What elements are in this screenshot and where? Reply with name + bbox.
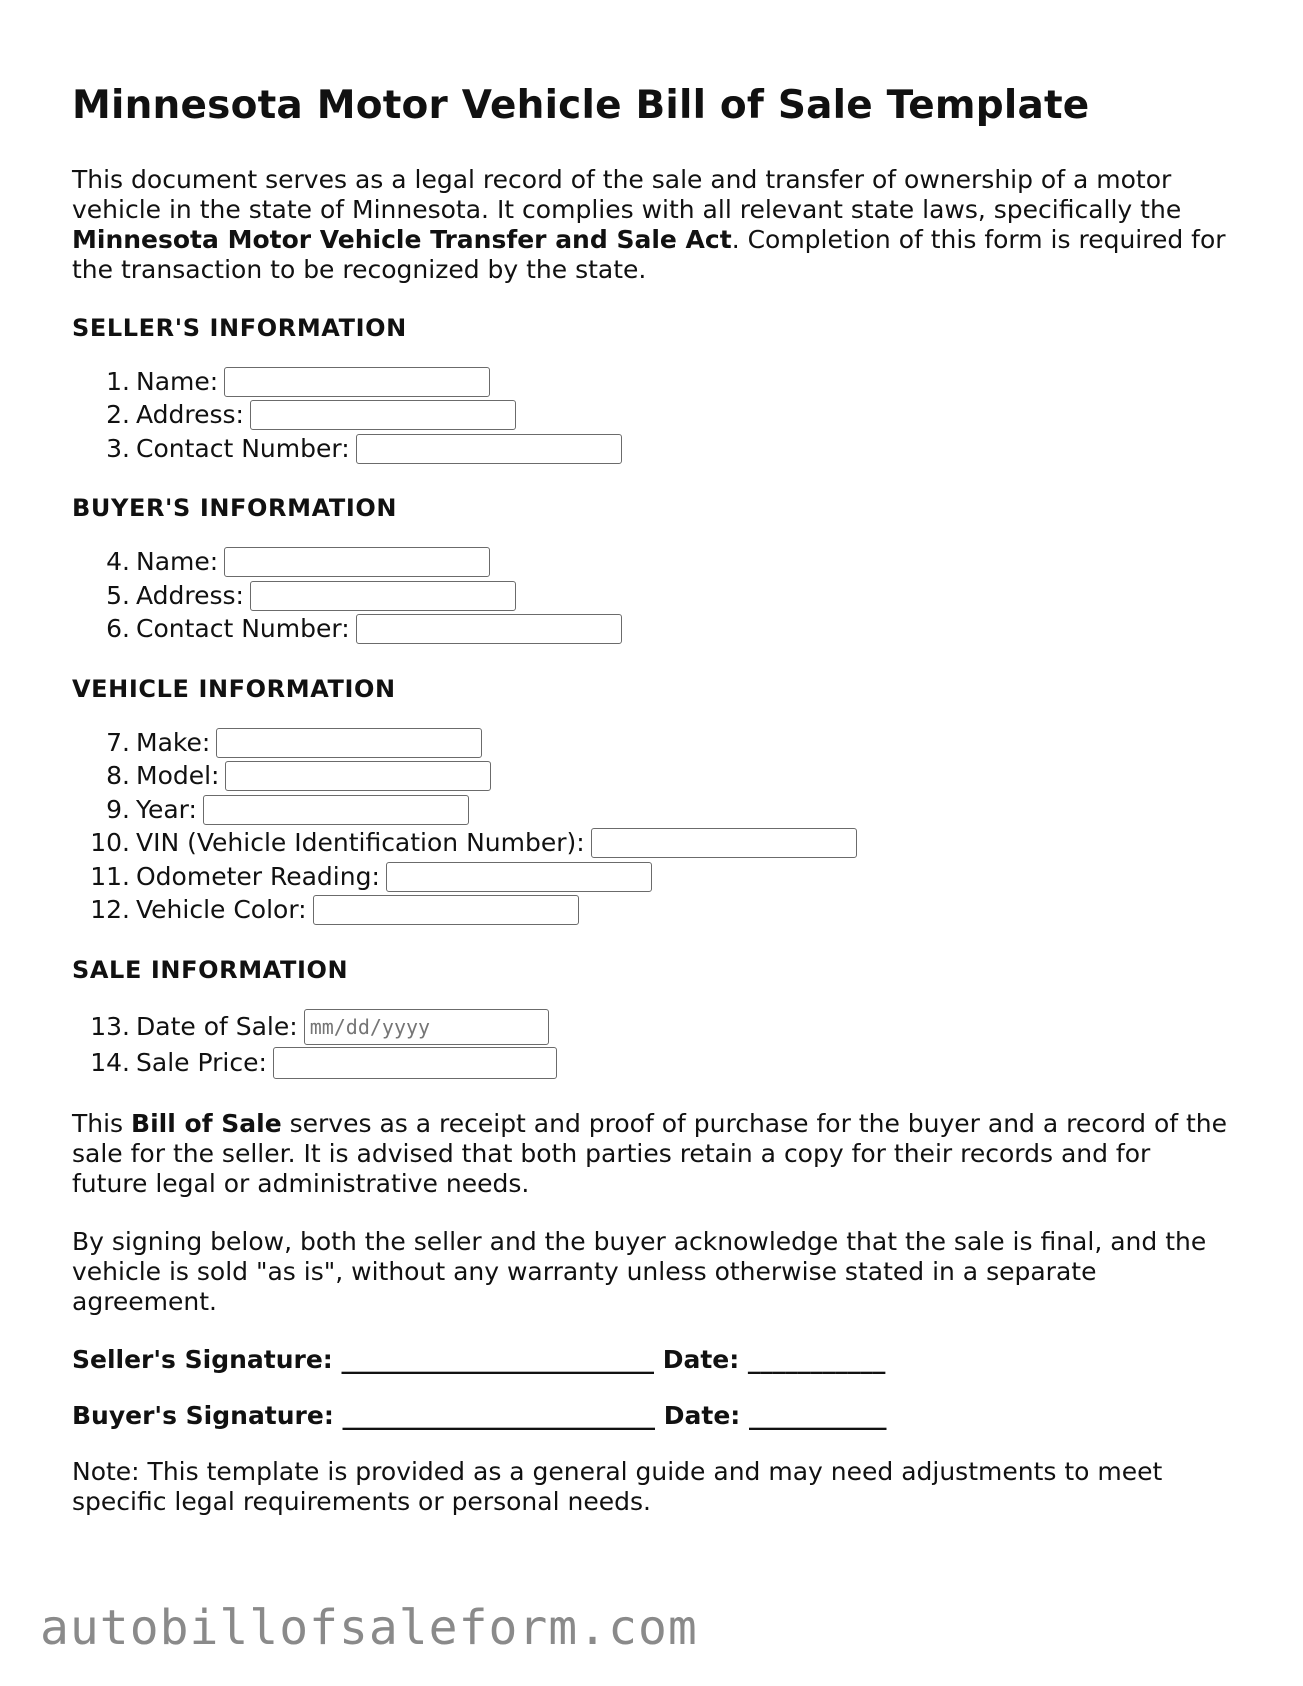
list-item	[72, 759, 1232, 793]
site-watermark: autobillofsaleform.com	[40, 1600, 698, 1656]
list-item	[72, 1009, 1232, 1045]
vehicle-color-input[interactable]	[313, 895, 579, 925]
field-label: Address:	[136, 580, 244, 610]
list-item	[72, 726, 1232, 760]
field-label: Odometer Reading:	[136, 861, 380, 891]
vehicle-model-input[interactable]	[225, 761, 491, 791]
buyer-fields	[72, 545, 1232, 646]
bill-of-sale-term: Bill of Sale	[131, 1108, 282, 1138]
seller-address-input[interactable]	[250, 400, 516, 430]
field-number: 7.	[106, 727, 130, 757]
field-label: Contact Number:	[136, 614, 350, 644]
page-title: Minnesota Motor Vehicle Bill of Sale Template	[72, 83, 1090, 128]
field-label: Address:	[136, 400, 244, 430]
sale-fields	[72, 1009, 1232, 1081]
field-number: 9.	[106, 794, 130, 824]
odometer-input[interactable]	[386, 862, 652, 892]
seller-signature-line: Seller's Signature: _________________________ Date: ___________	[72, 1344, 886, 1374]
field-label: VIN (Vehicle Identification Number):	[136, 828, 585, 858]
list-item	[72, 612, 1232, 646]
buyer-contact-input[interactable]	[356, 614, 622, 644]
field-number: 3.	[106, 433, 130, 463]
field-number: 6.	[106, 614, 130, 644]
field-number: 5.	[106, 580, 130, 610]
vin-input[interactable]	[591, 828, 857, 858]
intro-act-name: Minnesota Motor Vehicle Transfer and Sale Act	[72, 224, 732, 254]
field-label: Make:	[136, 727, 211, 757]
list-item	[72, 860, 1232, 894]
intro-text-start: This document serves as a legal record of the sale and transfer of ownership of a motor vehicle in the state of Minnesota. It complies with all relevant state laws, specifically the	[72, 164, 1182, 224]
list-item	[72, 398, 1232, 432]
sale-price-input[interactable]	[273, 1047, 557, 1079]
list-item	[72, 826, 1232, 860]
field-label: Model:	[136, 761, 220, 791]
field-number: 10.	[90, 828, 130, 858]
list-item	[72, 365, 1232, 399]
disclaimer-note: Note: This template is provided as a general guide and may need adjustments to meet specific legal requirements or personal needs.	[72, 1456, 1163, 1516]
field-number: 14.	[90, 1047, 130, 1077]
field-label: Date of Sale:	[136, 1011, 298, 1041]
field-number: 12.	[90, 895, 130, 925]
list-item	[72, 579, 1232, 613]
list-item	[72, 432, 1232, 466]
field-number: 1.	[106, 366, 130, 396]
buyer-address-input[interactable]	[250, 581, 516, 611]
field-number: 2.	[106, 400, 130, 430]
field-number: 13.	[90, 1011, 130, 1041]
list-item	[72, 793, 1232, 827]
seller-heading: SELLER'S INFORMATION	[72, 313, 407, 342]
field-label: Vehicle Color:	[136, 895, 307, 925]
vehicle-year-input[interactable]	[203, 795, 469, 825]
field-label: Sale Price:	[136, 1047, 267, 1077]
buyer-heading: BUYER'S INFORMATION	[72, 494, 398, 523]
vehicle-make-input[interactable]	[216, 728, 482, 758]
field-number: 4.	[106, 547, 130, 577]
field-number: 8.	[106, 761, 130, 791]
seller-name-input[interactable]	[224, 367, 490, 397]
list-item	[72, 893, 1232, 927]
field-label: Name:	[136, 547, 219, 577]
vehicle-heading: VEHICLE INFORMATION	[72, 674, 396, 703]
buyer-signature-line: Buyer's Signature: _________________________ Date: ___________	[72, 1400, 887, 1430]
buyer-name-input[interactable]	[224, 547, 490, 577]
list-item	[72, 1045, 1232, 1081]
document-page	[72, 84, 1232, 1517]
field-number: 11.	[90, 861, 130, 891]
field-label: Name:	[136, 366, 219, 396]
acknowledgement-paragraph: By signing below, both the seller and the buyer acknowledge that the sale is final, and the vehicle is sold "as is", without any warranty unless otherwise stated in a separate agreement.	[72, 1226, 1207, 1316]
seller-fields	[72, 365, 1232, 466]
field-label: Contact Number:	[136, 433, 350, 463]
intro-text-end: . Completion of this form is required for the transaction to be recognized by the state.	[72, 224, 1226, 284]
field-label: Year:	[136, 794, 197, 824]
vehicle-fields	[72, 726, 1232, 927]
receipt-text-end: serves as a receipt and proof of purchase for the buyer and a record of the sale for the seller. It is advised that both parties retain a copy for their records and for future legal or administrative needs.	[72, 1108, 1228, 1198]
date-of-sale-input[interactable]	[304, 1009, 549, 1045]
intro-paragraph	[72, 165, 1232, 285]
seller-contact-input[interactable]	[356, 434, 622, 464]
list-item	[72, 545, 1232, 579]
receipt-text-start: This	[72, 1108, 132, 1138]
sale-heading: SALE INFORMATION	[72, 955, 349, 984]
receipt-paragraph	[72, 1109, 1232, 1199]
